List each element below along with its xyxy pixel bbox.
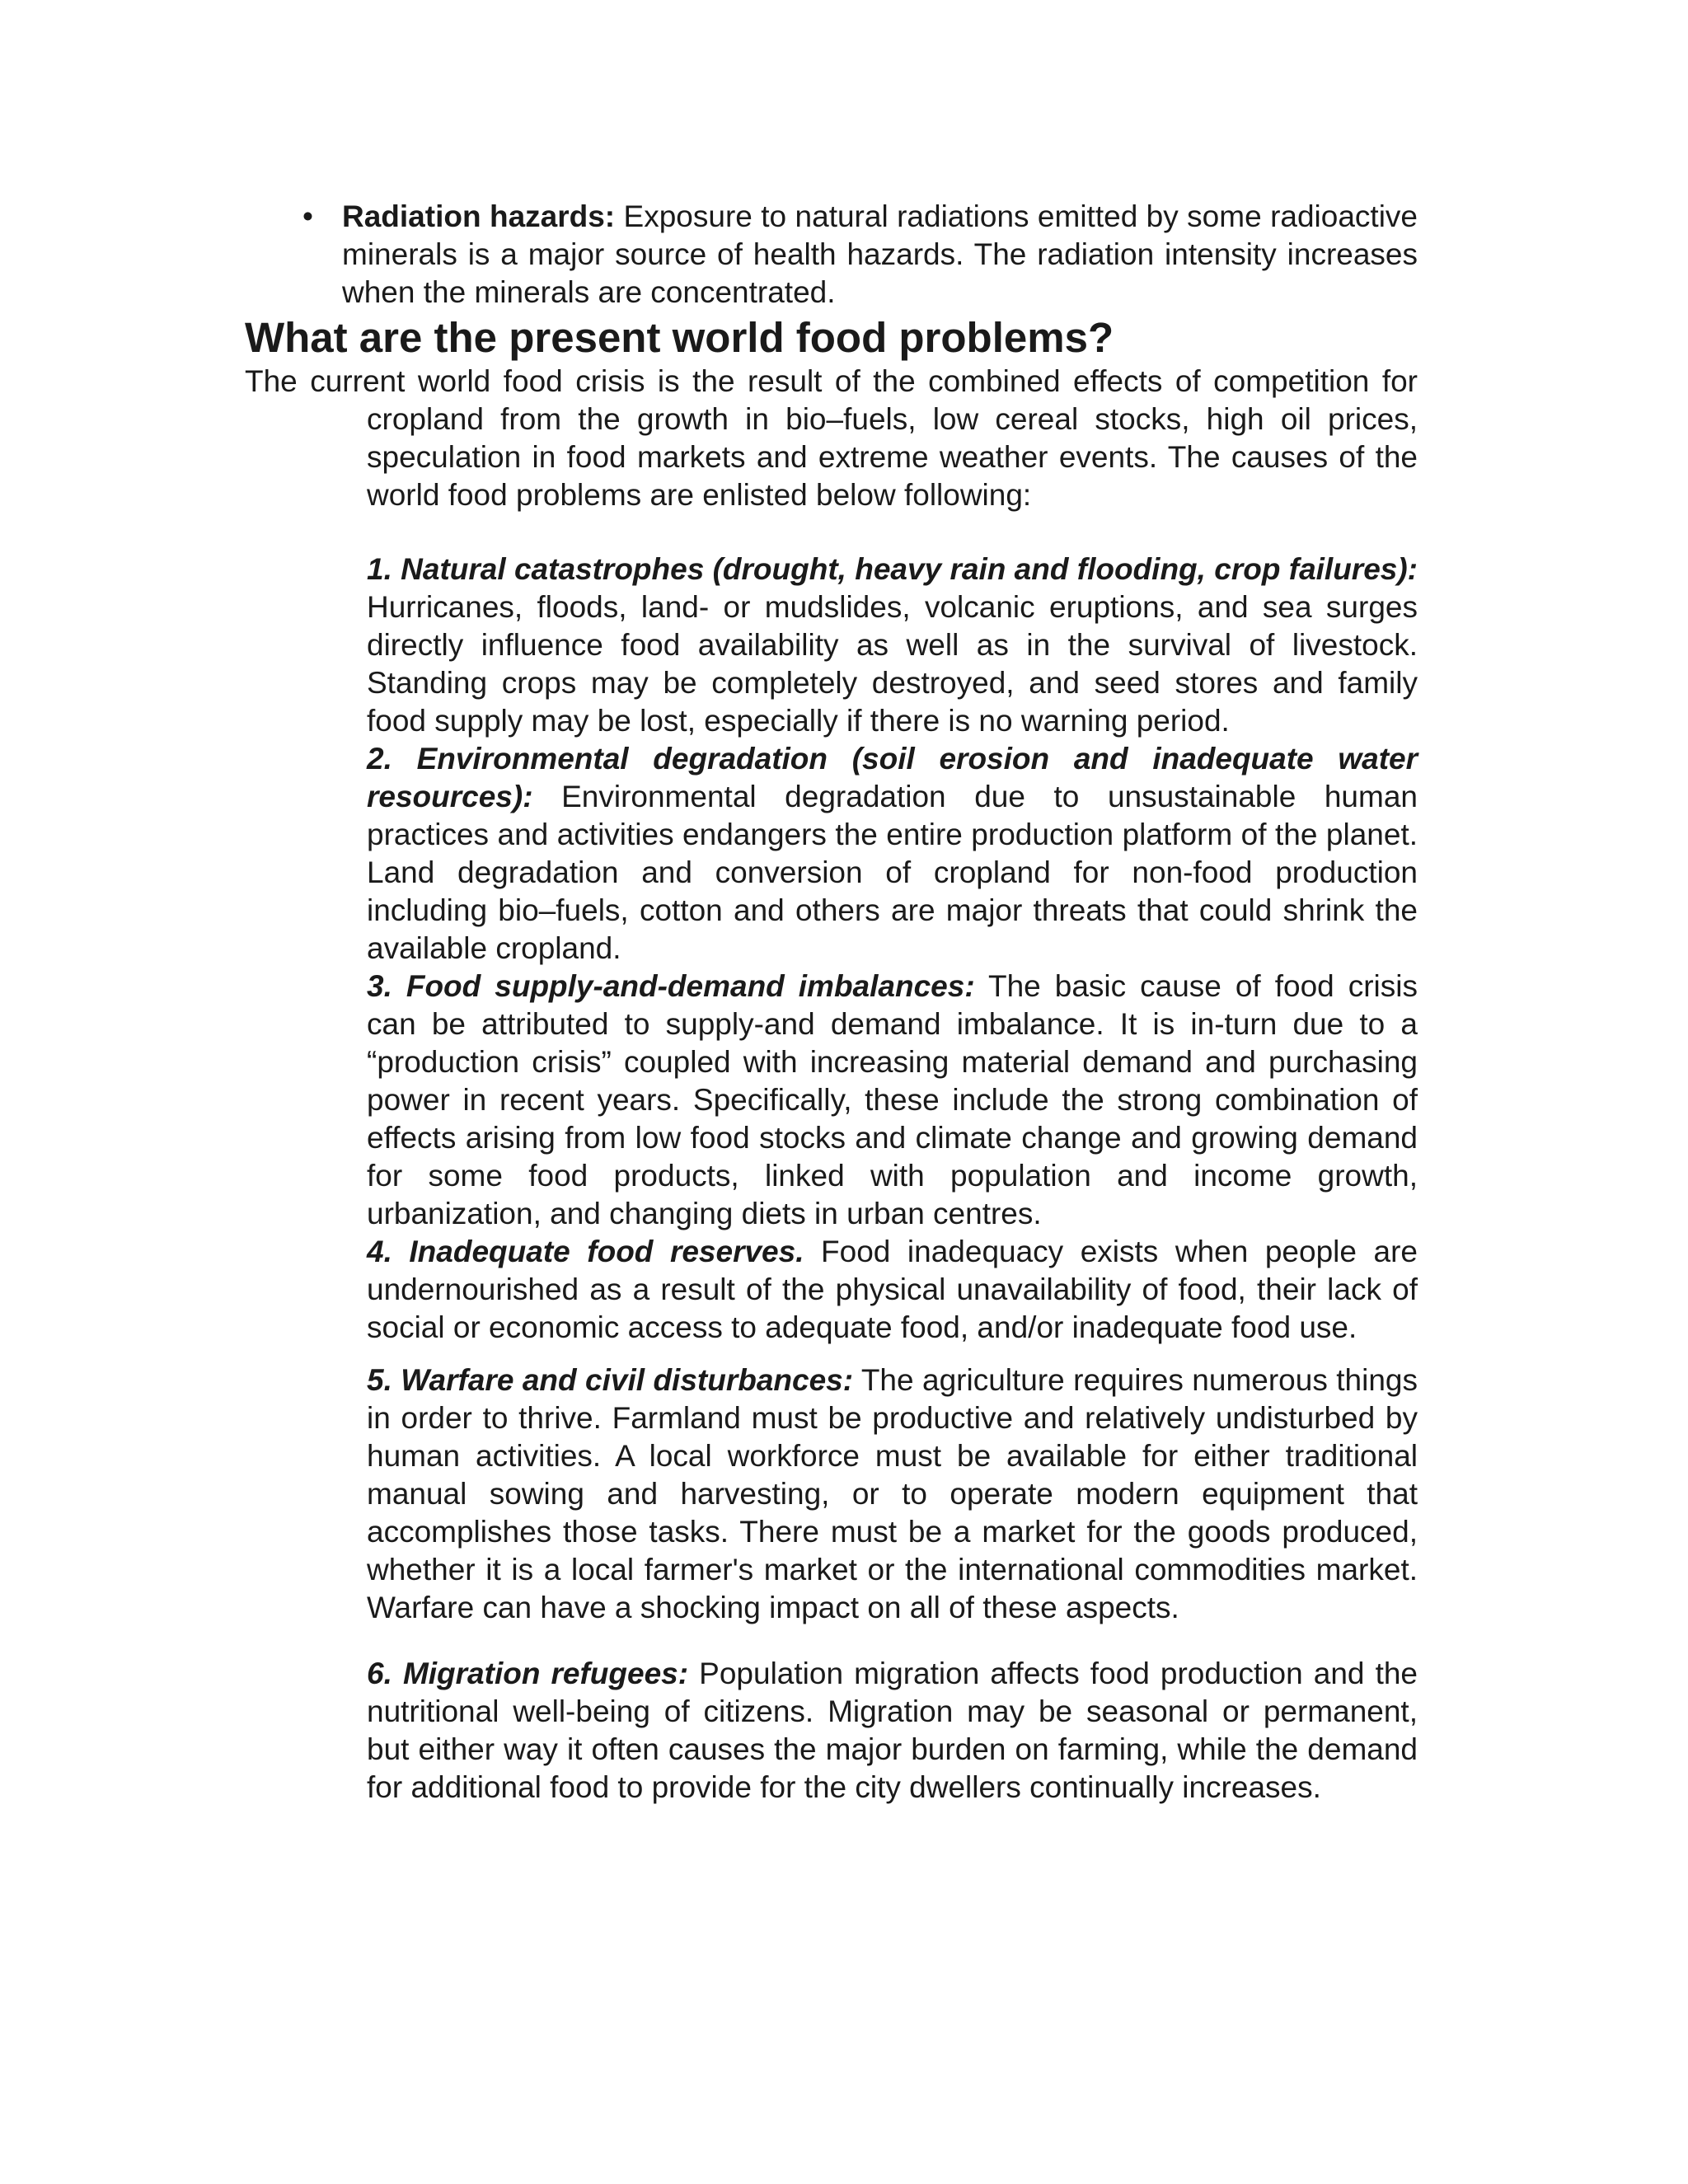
- radiation-hazards-bullet: [302, 198, 1418, 312]
- bullet-dot: •: [302, 199, 313, 233]
- intro-paragraph: The current world food crisis is the result of the combined effects of competition for cropland from the growth in bio–fuels, low cereal stocks, high oil prices, speculation in food markets and extreme weather events. The causes of the world food problems are enlisted below following:: [245, 364, 1418, 512]
- cause-text: The agriculture requires numerous things in order to thrive. Farmland must be productive and relatively undisturbed by human activities. A local workforce must be available for either traditional manual sowing and harvesting, or to operate modern equipment that accomplishes those tasks. There must be a market for the goods produced, whether it is a local farmer's market or the international commodities market. Warfare can have a shocking impact on all of these aspects.: [367, 1363, 1418, 1624]
- cause-text: Population migration affects food production and the nutritional well-being of citizens. Migration may be seasonal or permanent, but either way it often causes the major burden on farming, while the demand for additional food to provide for the city dwellers continually increases.: [367, 1657, 1418, 1804]
- cause-item-warfare: [367, 1361, 1418, 1627]
- cause-title: 6. Migration refugees:: [367, 1657, 689, 1690]
- cause-title: 3. Food supply-and-demand imbalances:: [367, 969, 975, 1003]
- bullet-text: Exposure to natural radiations emitted by some radioactive minerals is a major source of health hazards. The radiation intensity increases when the minerals are concentrated.: [342, 199, 1418, 309]
- causes-list: [367, 551, 1418, 1807]
- cause-item-food-reserves: [367, 1233, 1418, 1347]
- section-heading: What are the present world food problems?: [245, 314, 1114, 361]
- bullet-title: Radiation hazards:: [342, 199, 616, 233]
- cause-title: 2. Environmental degradation (soil erosion and inadequate water resources):: [367, 742, 1418, 813]
- cause-item-migration: [367, 1655, 1418, 1807]
- cause-item-natural-catastrophes: [367, 551, 1418, 740]
- cause-item-supply-demand: [367, 968, 1418, 1233]
- cause-item-environmental-degradation: [367, 740, 1418, 968]
- cause-title: 5. Warfare and civil disturbances:: [367, 1363, 854, 1397]
- cause-text: Hurricanes, floods, land- or mudslides, volcanic eruptions, and sea surges directly influence food availability as well as in the survival of livestock. Standing crops may be completely destroyed, and seed stores and family food supply may be lost, especially if there is no warning period.: [367, 590, 1418, 738]
- cause-title: 4. Inadequate food reserves.: [367, 1235, 804, 1268]
- cause-title: 1. Natural catastrophes (drought, heavy rain and flooding, crop failures):: [367, 552, 1418, 586]
- cause-text: Food inadequacy exists when people are undernourished as a result of the physical unavailability of food, their lack of social or economic access to adequate food, and/or inadequate food use.: [367, 1235, 1418, 1344]
- cause-text: The basic cause of food crisis can be attributed to supply-and demand imbalance. It is in-turn due to a “production crisis” coupled with increasing material demand and purchasing power in recent years. Specifically, these include the strong combination of effects arising from low food stocks and climate change and growing demand for some food products, linked with population and income growth, urbanization, and changing diets in urban centres.: [367, 969, 1418, 1230]
- cause-text: Environmental degradation due to unsustainable human practices and activities endangers the entire production platform of the planet. Land degradation and conversion of cropland for non-food production including bio–fuels, cotton and others are major threats that could shrink the available cropland.: [367, 780, 1418, 965]
